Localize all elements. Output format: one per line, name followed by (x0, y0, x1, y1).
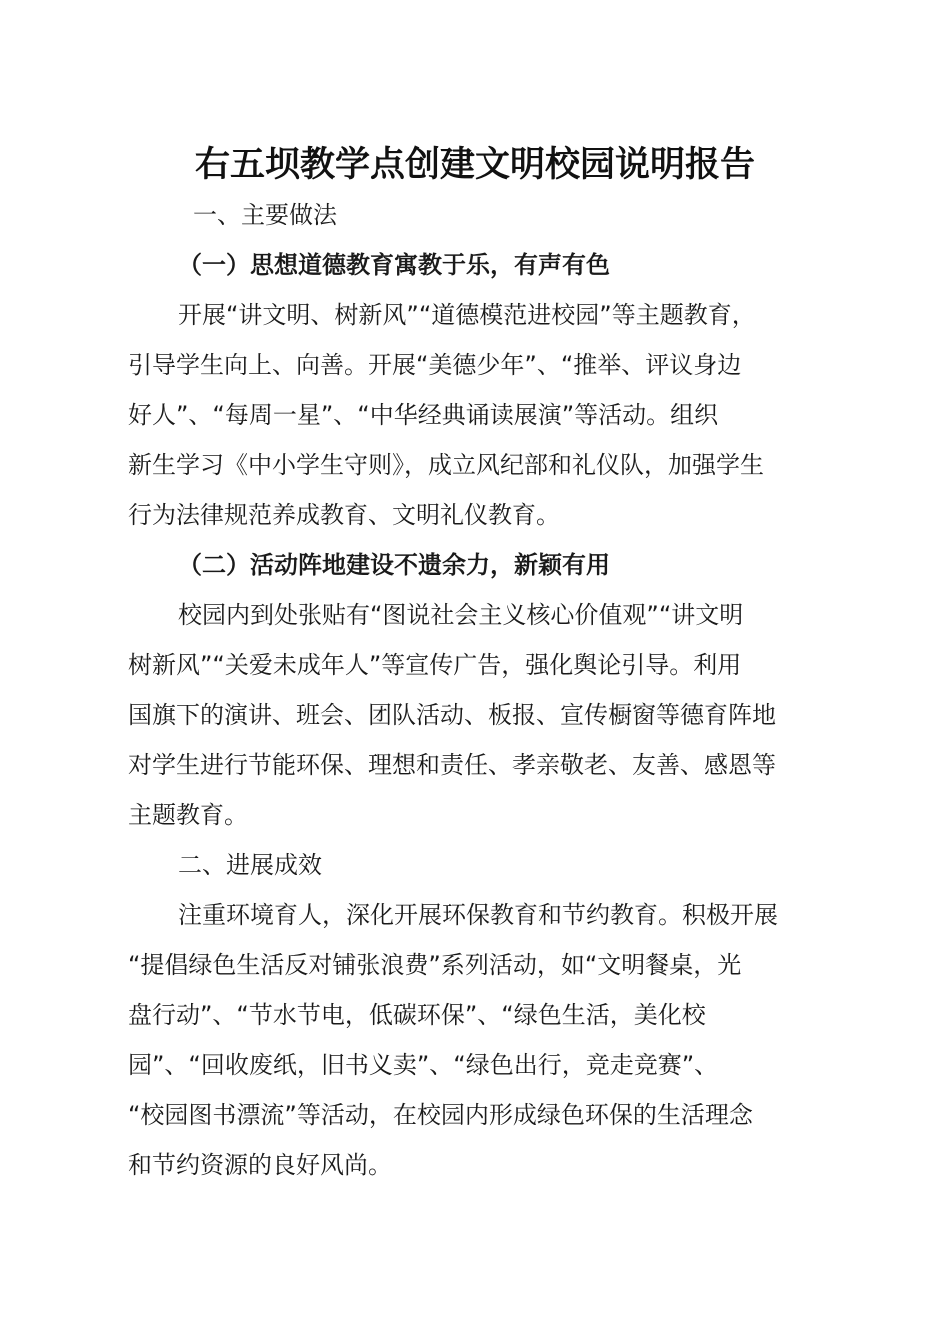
page-title: 右五坝教学点创建文明校园说明报告 (194, 144, 755, 185)
section-heading-1: 一、主要做法 (193, 201, 337, 229)
paragraph-2-line-5: 主题教育。 (128, 801, 248, 829)
paragraph-1-line-2: 引导学生向上、向善。开展“美德少年”、“推举、评议身边 (128, 351, 742, 379)
paragraph-3-line-6: 和节约资源的良好风尚。 (128, 1151, 392, 1179)
subsection-heading-2: （二）活动阵地建设不遗余力，新颖有用 (178, 551, 610, 579)
paragraph-2-line-4: 对学生进行节能环保、理想和责任、孝亲敬老、友善、感恩等 (128, 751, 776, 779)
paragraph-3-line-5: “校园图书漂流”等活动，在校园内形成绿色环保的生活理念 (128, 1101, 753, 1129)
subsection-heading-1: （一）思想道德教育寓教于乐，有声有色 (178, 251, 610, 279)
paragraph-1-line-1: 开展“讲文明、树新风”“道德模范进校园”等主题教育， (178, 301, 756, 329)
paragraph-1-line-5: 行为法律规范养成教育、文明礼仪教育。 (128, 501, 560, 529)
paragraph-1-line-4: 新生学习《中小学生守则》，成立风纪部和礼仪队，加强学生 (128, 451, 764, 479)
paragraph-2-line-1: 校园内到处张贴有“图说社会主义核心价值观”“讲文明 (178, 601, 744, 629)
section-heading-2: 二、进展成效 (178, 851, 322, 879)
paragraph-1-line-3: 好人”、“每周一星”、“中华经典诵读展演”等活动。组织 (128, 401, 719, 429)
paragraph-3-line-4: 园”、“回收废纸，旧书义卖”、“绿色出行，竞走竞赛”、 (128, 1051, 719, 1079)
paragraph-3-line-1: 注重环境育人，深化开展环保教育和节约教育。积极开展 (178, 901, 778, 929)
paragraph-2-line-2: 树新风”“关爱未成年人”等宣传广告，强化舆论引导。利用 (128, 651, 742, 679)
paragraph-3-line-2: “提倡绿色生活反对铺张浪费”系列活动，如“文明餐桌，光 (128, 951, 742, 979)
paragraph-2-line-3: 国旗下的演讲、班会、团队活动、板报、宣传橱窗等德育阵地 (128, 701, 776, 729)
paragraph-3-line-3: 盘行动”、“节水节电，低碳环保”、“绿色生活，美化校 (128, 1001, 706, 1029)
